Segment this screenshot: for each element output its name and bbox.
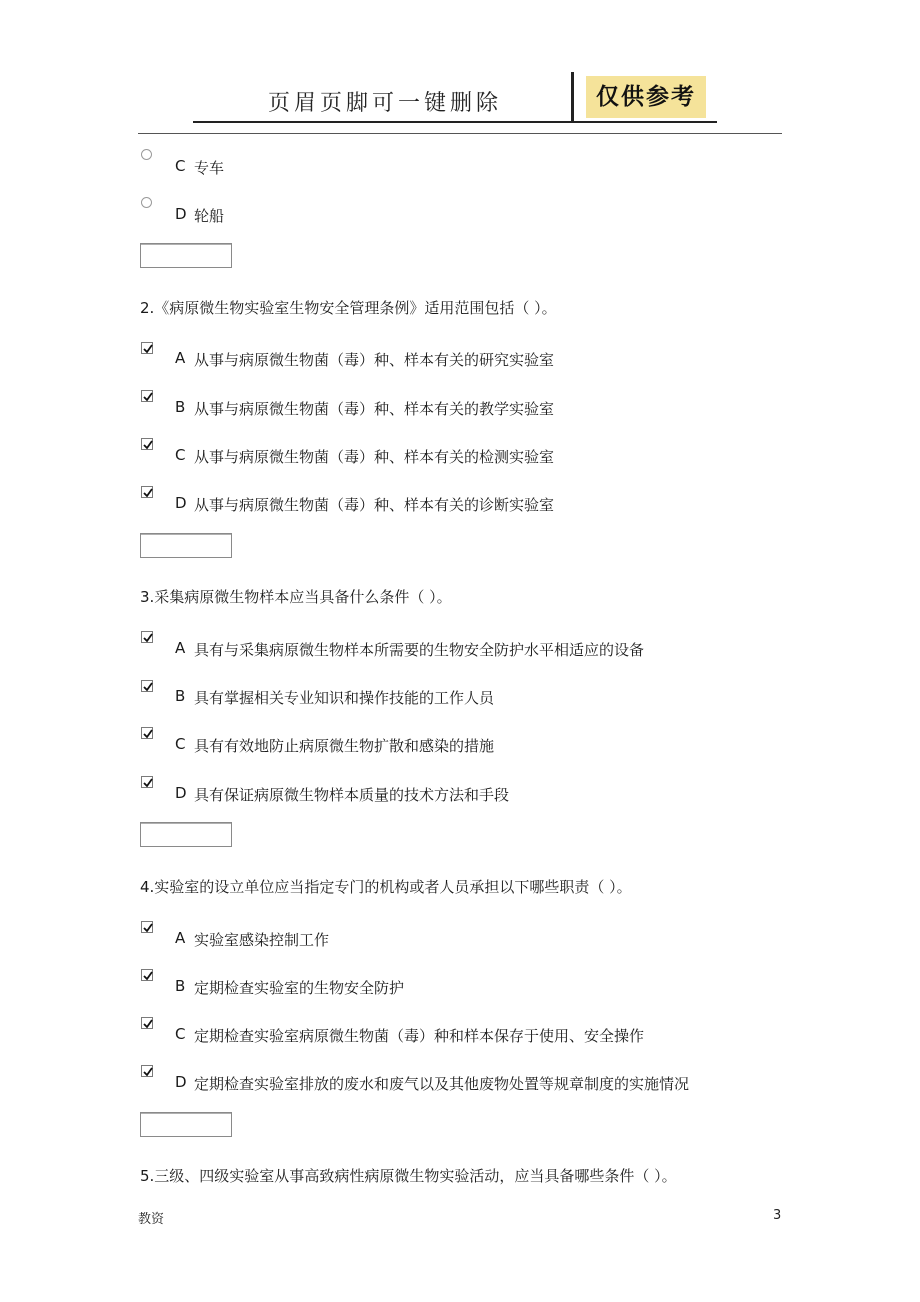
option-text: 从事与病原微生物菌（毒）种、样本有关的研究实验室 <box>194 351 555 369</box>
option-text: 定期检查实验室病原微生物菌（毒）种和样本保存于使用、安全操作 <box>194 1027 645 1045</box>
header-underline <box>193 121 717 123</box>
q3-answer-box[interactable] <box>140 822 232 847</box>
q2-answer-box[interactable] <box>140 533 232 558</box>
option-letter: A <box>175 349 186 367</box>
question-5-text: 5.三级、四级实验室从事高致病性病原微生物实验活动，应当具备哪些条件（ ）。 <box>140 1167 677 1185</box>
checkbox-checked-icon[interactable] <box>141 969 153 981</box>
checkbox-checked-icon[interactable] <box>141 1065 153 1077</box>
option-letter: A <box>175 929 186 947</box>
page-number: 3 <box>773 1208 782 1223</box>
radio-button[interactable] <box>141 197 152 208</box>
checkbox-checked-icon[interactable] <box>141 921 153 933</box>
option-letter: C <box>175 1025 186 1043</box>
option-letter: B <box>175 687 186 705</box>
header-title: 页眉页脚可一键删除 <box>268 91 503 116</box>
option-text: 实验室感染控制工作 <box>194 931 330 949</box>
q4-answer-box[interactable] <box>140 1112 232 1137</box>
option-letter: D <box>175 494 187 512</box>
option-text: 从事与病原微生物菌（毒）种、样本有关的诊断实验室 <box>194 496 555 514</box>
checkbox-checked-icon[interactable] <box>141 486 153 498</box>
option-letter: B <box>175 977 186 995</box>
option-letter: D <box>175 205 187 223</box>
option-text: 定期检查实验室排放的废水和废气以及其他废物处置等规章制度的实施情况 <box>194 1075 690 1093</box>
option-text: 从事与病原微生物菌（毒）种、样本有关的教学实验室 <box>194 400 555 418</box>
checkbox-checked-icon[interactable] <box>141 631 153 643</box>
checkbox-checked-icon[interactable] <box>141 727 153 739</box>
option-letter: C <box>175 446 186 464</box>
checkbox-checked-icon[interactable] <box>141 342 153 354</box>
question-3-text: 3.采集病原微生物样本应当具备什么条件（ ）。 <box>140 588 452 606</box>
q1-answer-box[interactable] <box>140 243 232 268</box>
option-letter: A <box>175 639 186 657</box>
header-rule <box>138 133 782 134</box>
header-badge: 仅供参考 <box>586 76 706 118</box>
checkbox-checked-icon[interactable] <box>141 680 153 692</box>
checkbox-checked-icon[interactable] <box>141 1017 153 1029</box>
option-text: 具有掌握相关专业知识和操作技能的工作人员 <box>194 689 495 707</box>
option-text: 从事与病原微生物菌（毒）种、样本有关的检测实验室 <box>194 448 555 466</box>
option-text: 具有保证病原微生物样本质量的技术方法和手段 <box>194 786 510 804</box>
question-2-text: 2.《病原微生物实验室生物安全管理条例》适用范围包括（ ）。 <box>140 299 557 317</box>
option-text: 专车 <box>194 159 225 177</box>
option-text: 具有与采集病原微生物样本所需要的生物安全防护水平相适应的设备 <box>194 641 645 659</box>
footer-label: 教资 <box>138 1212 165 1227</box>
option-letter: B <box>175 398 186 416</box>
radio-button[interactable] <box>141 149 152 160</box>
checkbox-checked-icon[interactable] <box>141 438 153 450</box>
checkbox-checked-icon[interactable] <box>141 390 153 402</box>
option-letter: D <box>175 784 187 802</box>
option-letter: C <box>175 735 186 753</box>
option-letter: C <box>175 157 186 175</box>
question-4-text: 4.实验室的设立单位应当指定专门的机构或者人员承担以下哪些职责（ ）。 <box>140 878 632 896</box>
option-text: 定期检查实验室的生物安全防护 <box>194 979 405 997</box>
option-text: 具有有效地防止病原微生物扩散和感染的措施 <box>194 737 495 755</box>
header-divider <box>571 72 574 122</box>
option-text: 轮船 <box>194 207 225 225</box>
option-letter: D <box>175 1073 187 1091</box>
checkbox-checked-icon[interactable] <box>141 776 153 788</box>
